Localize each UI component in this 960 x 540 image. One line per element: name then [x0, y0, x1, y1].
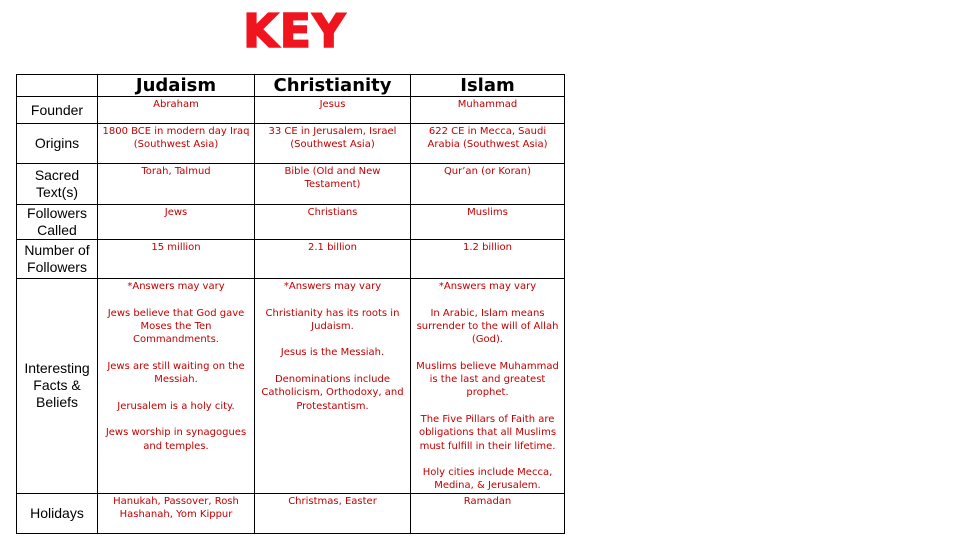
row-label: Number of Followers	[17, 240, 98, 279]
cell-text: Muslims believe Muhammad is the last and greatest prophet.	[416, 360, 559, 399]
cell-christianity	[255, 164, 411, 205]
table-row	[17, 164, 565, 205]
cell-text: Christianity has its roots in Judaism.	[265, 307, 400, 332]
row-label: Followers Called	[17, 205, 98, 240]
cell-text: 33 CE in Jerusalem, Israel (Southwest Asia)	[268, 126, 397, 151]
cell-text: Ramadan	[463, 495, 512, 507]
table-row	[17, 240, 565, 279]
cell-text: Christmas, Easter	[288, 495, 377, 507]
row-label: Founder	[17, 97, 98, 124]
cell-christianity	[255, 124, 411, 164]
cell-islam	[411, 240, 565, 279]
cell-text: Holy cities include Mecca, Medina, & Jerusalem.	[422, 467, 553, 492]
cell-christianity	[255, 493, 411, 533]
cell-judaism	[98, 493, 255, 533]
cell-text: Jesus is the Messiah.	[280, 347, 385, 359]
cell-christianity	[255, 240, 411, 279]
cell-judaism	[98, 279, 255, 494]
cell-text: Denominations include Catholicism, Orthodoxy, and Protestantism.	[261, 374, 404, 412]
table-row	[17, 493, 565, 533]
cell-islam	[411, 164, 565, 205]
header-corner	[17, 75, 98, 97]
table-row	[17, 279, 565, 494]
cell-text: Qur’an (or Koran)	[443, 166, 532, 177]
cell-judaism	[98, 205, 255, 240]
cell-judaism	[98, 97, 255, 124]
cell-text: 1800 BCE in modern day Iraq (Southwest Asia)	[102, 126, 250, 151]
cell-text: Jews are still waiting on the Messiah.	[107, 360, 245, 386]
cell-text: Muhammad	[457, 99, 518, 110]
cell-text: The Five Pillars of Faith are obligations that all Muslims must fulfill in their lifetime.	[418, 413, 557, 452]
header-judaism: Judaism	[98, 75, 255, 97]
header-christianity: Christianity	[255, 75, 411, 97]
cell-text: 15 million	[151, 242, 201, 253]
cell-text: *Answers may vary	[127, 281, 225, 292]
cell-text: *Answers may vary	[438, 281, 537, 292]
cell-christianity	[255, 97, 411, 124]
table-row	[17, 97, 565, 124]
row-label: Interesting Facts & Beliefs	[17, 279, 98, 494]
cell-islam	[411, 124, 565, 164]
cell-text: In Arabic, Islam means surrender to the will of Allah (God).	[416, 307, 559, 346]
cell-text: Jerusalem is a holy city.	[117, 400, 235, 412]
page-title: KEY	[243, 4, 347, 58]
cell-text: Christians	[307, 207, 358, 218]
cell-text: 1.2 billion	[463, 242, 512, 253]
religions-comparison-table	[16, 74, 565, 534]
cell-text: 622 CE in Mecca, Saudi Arabia (Southwest Asia)	[427, 126, 548, 151]
cell-judaism	[98, 124, 255, 164]
row-label: Sacred Text(s)	[17, 164, 98, 205]
cell-text: 2.1 billion	[308, 242, 357, 253]
cell-christianity	[255, 279, 411, 494]
cell-islam	[411, 97, 565, 124]
cell-judaism	[98, 240, 255, 279]
cell-text: Bible (Old and New Testament)	[284, 166, 381, 191]
row-label: Holidays	[17, 493, 98, 533]
cell-text: Jews	[164, 207, 188, 218]
cell-text: *Answers may vary	[283, 281, 382, 292]
cell-christianity	[255, 205, 411, 240]
cell-text: Hanukah, Passover, Rosh Hashanah, Yom Kippur	[113, 495, 239, 521]
cell-islam	[411, 205, 565, 240]
row-label: Origins	[17, 124, 98, 164]
header-islam: Islam	[411, 75, 565, 97]
cell-text: Torah, Talmud	[141, 166, 211, 177]
table-row	[17, 205, 565, 240]
table-row	[17, 124, 565, 164]
cell-text: Jews believe that God gave Moses the Ten Commandments.	[107, 307, 245, 346]
header-row	[17, 75, 565, 97]
cell-judaism	[98, 164, 255, 205]
cell-text: Jesus	[319, 99, 346, 110]
cell-islam	[411, 279, 565, 494]
cell-text: Jews worship in synagogues and temples.	[105, 427, 247, 452]
cell-text: Abraham	[153, 99, 199, 110]
cell-islam	[411, 493, 565, 533]
cell-text: Muslims	[467, 207, 508, 218]
